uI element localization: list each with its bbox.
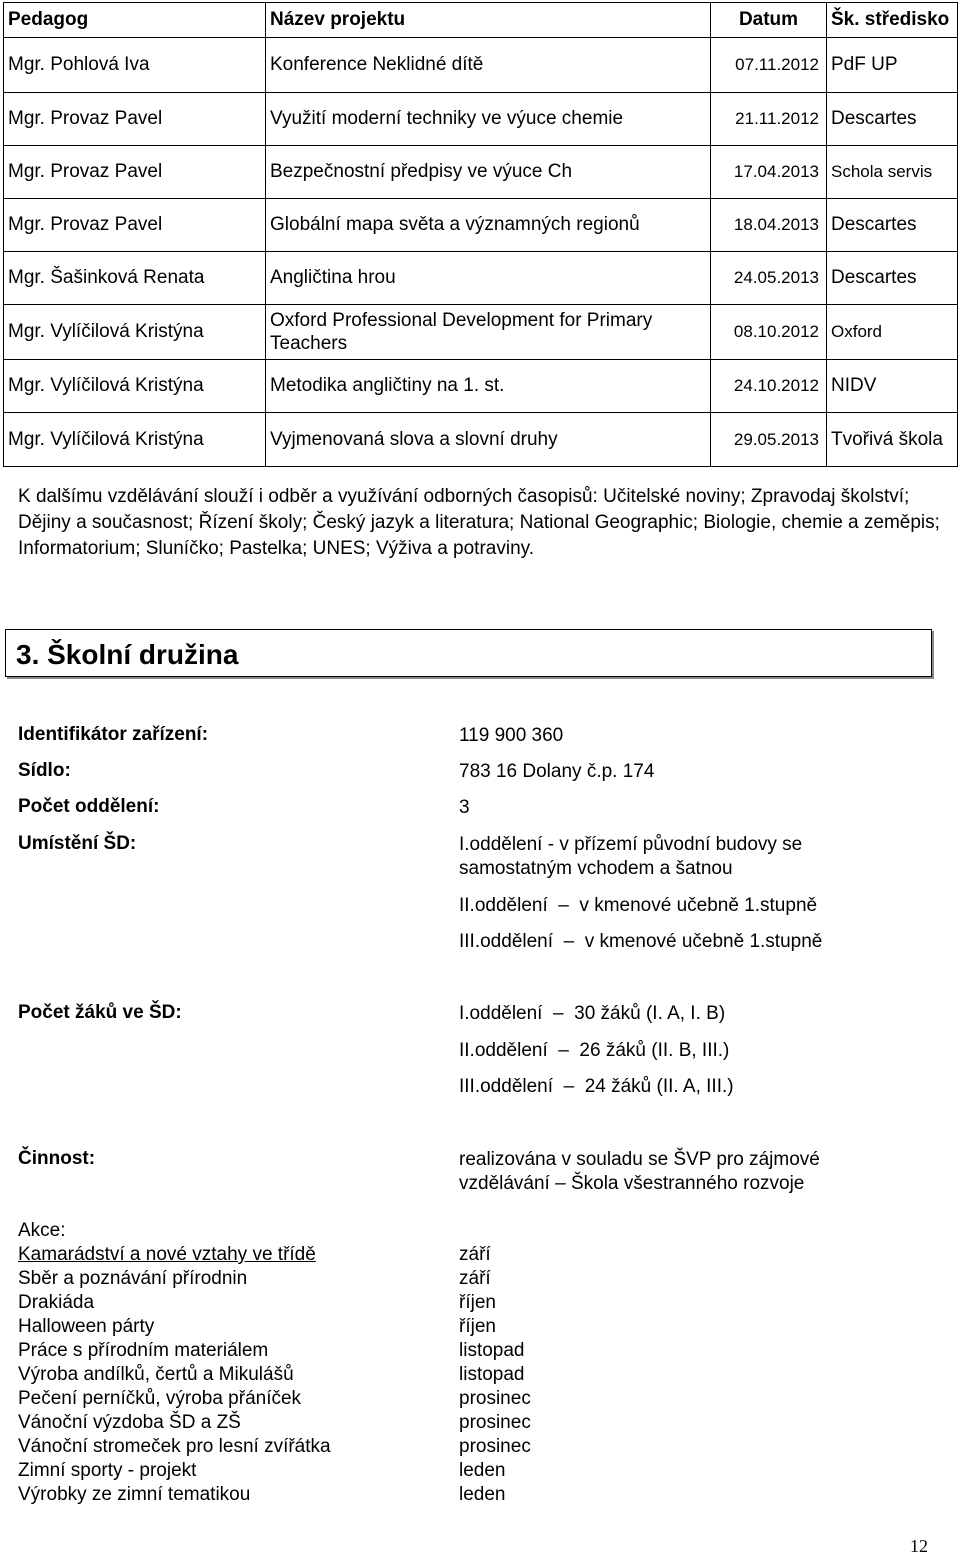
cell-date: 18.04.2013 — [711, 199, 827, 252]
list-item: Výrobky ze zimní tematikou — [18, 1484, 251, 1505]
header-teacher: Pedagog — [4, 3, 266, 38]
projects-table — [3, 2, 958, 467]
cell-project: Metodika angličtiny na 1. st. — [266, 360, 711, 413]
event-month: listopad — [459, 1340, 525, 1361]
event-month: leden — [459, 1460, 506, 1481]
depts-label: Počet oddělení: — [18, 796, 160, 817]
pupils-value-1: I.oddělení – 30 žáků (I. A, I. B) — [459, 1003, 726, 1024]
cell-center: Descartes — [827, 199, 958, 252]
cell-date: 24.05.2013 — [711, 252, 827, 305]
list-item: Práce s přírodním materiálem — [18, 1340, 269, 1361]
event-month: prosinec — [459, 1388, 531, 1409]
cell-project: Vyjmenovaná slova a slovní druhy — [266, 413, 711, 467]
location-value-1: I.oddělení - v přízemí původní budovy se samostatným vchodem a šatnou — [459, 834, 803, 879]
cell-project: Využití moderní techniky ve výuce chemie — [266, 93, 711, 146]
location-label: Umístění ŠD: — [18, 833, 137, 854]
table-row — [4, 360, 958, 413]
location-value-2: II.oddělení – v kmenové učebně 1.stupně — [459, 895, 818, 916]
cell-project: Bezpečnostní předpisy ve výuce Ch — [266, 146, 711, 199]
id-label: Identifikátor zařízení: — [18, 724, 209, 745]
events-names — [18, 1243, 448, 1507]
seat-value: 783 16 Dolany č.p. 174 — [459, 761, 655, 782]
cell-teacher: Mgr. Provaz Pavel — [4, 199, 266, 252]
cell-center: Descartes — [827, 252, 958, 305]
event-month: říjen — [459, 1292, 496, 1313]
table-header-row — [4, 3, 958, 38]
header-date: Datum — [711, 3, 827, 38]
cell-center: Descartes — [827, 93, 958, 146]
activity-label: Činnost: — [18, 1148, 96, 1169]
list-item: Pečení perníčků, výroba přáníček — [18, 1388, 302, 1409]
header-center: Šk. středisko — [827, 3, 958, 38]
cell-project: Oxford Professional Development for Primary Teachers — [266, 305, 711, 360]
cell-teacher: Mgr. Provaz Pavel — [4, 93, 266, 146]
table-row — [4, 38, 958, 93]
pupils-value-2: II.oddělení – 26 žáků (II. B, III.) — [459, 1040, 730, 1061]
events-months — [459, 1243, 759, 1507]
event-month: září — [459, 1244, 491, 1265]
cell-date: 24.10.2012 — [711, 360, 827, 413]
seat-label: Sídlo: — [18, 760, 71, 781]
event-month: září — [459, 1268, 491, 1289]
table-row — [4, 252, 958, 305]
cell-date: 17.04.2013 — [711, 146, 827, 199]
cell-teacher: Mgr. Šašinková Renata — [4, 252, 266, 305]
section-heading-box — [5, 629, 932, 677]
event-month: říjen — [459, 1316, 496, 1337]
id-value: 119 900 360 — [459, 725, 564, 746]
pupils-value-3: III.oddělení – 24 žáků (II. A, III.) — [459, 1076, 734, 1097]
cell-date: 08.10.2012 — [711, 305, 827, 360]
cell-project: Globální mapa světa a významných regionů — [266, 199, 711, 252]
list-item: Drakiáda — [18, 1292, 95, 1313]
journals-paragraph: K dalšímu vzdělávání slouží i odběr a využívání odborných časopisů: Učitelské noviny; Zpravodaj školství; Dějiny a současnost; Řízení školy; Český jazyk a literatura; National Geographic; Biologie, chemie a zeměpis; Informatorium; Sluníčko; Pastelka; UNES; Výživa a potraviny. — [18, 486, 940, 559]
location-value-3: III.oddělení – v kmenové učebně 1.stupně — [459, 931, 823, 952]
cell-teacher: Mgr. Vylíčilová Kristýna — [4, 305, 266, 360]
list-item: Sběr a poznávání přírodnin — [18, 1268, 248, 1289]
events-title: Akce: — [18, 1220, 66, 1241]
cell-center: Tvořivá škola — [827, 413, 958, 467]
activity-value: realizována v souladu se ŠVP pro zájmové vzdělávání – Škola všestranného rozvoje — [459, 1149, 820, 1194]
list-item: Zimní sporty - projekt — [18, 1460, 197, 1481]
depts-value: 3 — [459, 797, 470, 818]
list-item: Halloween párty — [18, 1316, 155, 1337]
table-row — [4, 146, 958, 199]
list-item: Kamarádství a nové vztahy ve třídě — [18, 1244, 316, 1265]
cell-teacher: Mgr. Provaz Pavel — [4, 146, 266, 199]
cell-teacher: Mgr. Vylíčilová Kristýna — [4, 360, 266, 413]
event-month: prosinec — [459, 1412, 531, 1433]
cell-teacher: Mgr. Pohlová Iva — [4, 38, 266, 93]
list-item: Výroba andílků, čertů a Mikulášů — [18, 1364, 294, 1385]
event-month: leden — [459, 1484, 506, 1505]
table-row — [4, 93, 958, 146]
header-project: Název projektu — [266, 3, 711, 38]
section-title: 3. Školní družina — [16, 639, 239, 670]
cell-project: Konference Neklidné dítě — [266, 38, 711, 93]
cell-date: 07.11.2012 — [711, 38, 827, 93]
cell-date: 29.05.2013 — [711, 413, 827, 467]
event-month: prosinec — [459, 1436, 531, 1457]
table-row — [4, 199, 958, 252]
list-item: Vánoční výzdoba ŠD a ZŠ — [18, 1412, 241, 1433]
cell-teacher: Mgr. Vylíčilová Kristýna — [4, 413, 266, 467]
table-row — [4, 413, 958, 467]
pupils-label: Počet žáků ve ŠD: — [18, 1002, 182, 1023]
page-number: 12 — [910, 1536, 928, 1556]
cell-date: 21.11.2012 — [711, 93, 827, 146]
cell-center: PdF UP — [827, 38, 958, 93]
list-item: Vánoční stromeček pro lesní zvířátka — [18, 1436, 331, 1457]
table-row — [4, 305, 958, 360]
event-month: listopad — [459, 1364, 525, 1385]
cell-center: NIDV — [827, 360, 958, 413]
cell-center: Oxford — [827, 305, 958, 360]
cell-center: Schola servis — [827, 146, 958, 199]
cell-project: Angličtina hrou — [266, 252, 711, 305]
